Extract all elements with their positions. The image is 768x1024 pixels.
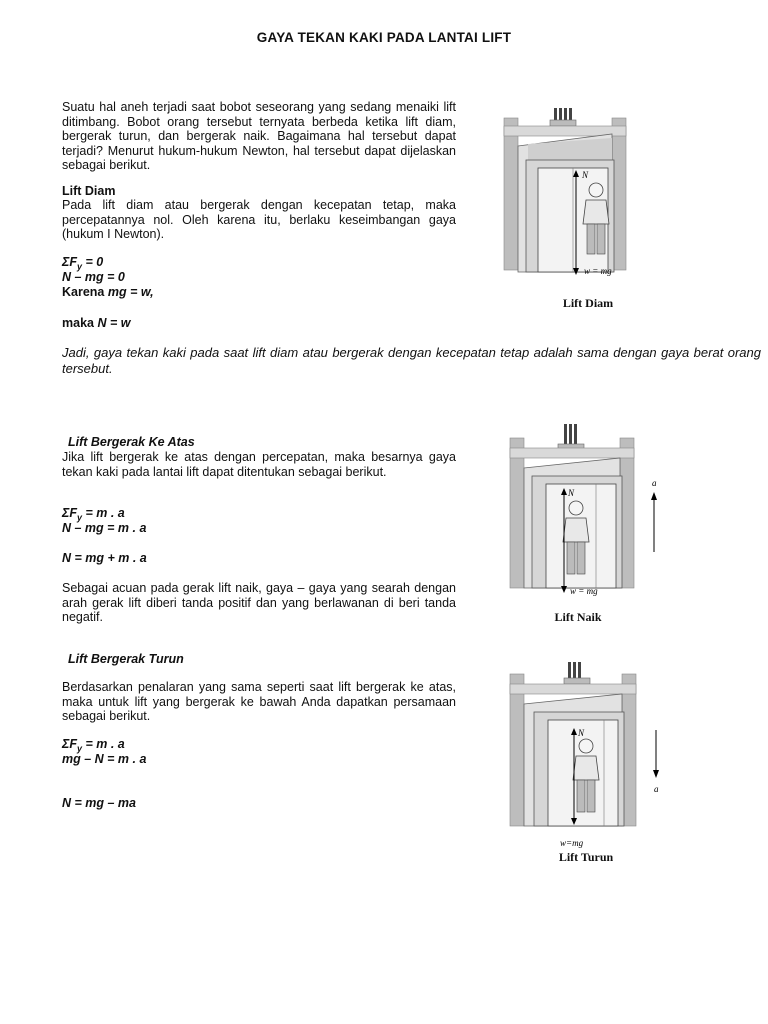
heading-lift-diam: Lift Diam [62, 184, 116, 198]
eq-diam-2: N – mg = 0 [62, 270, 125, 284]
eq-diam-3: Karena mg = w, [62, 285, 154, 299]
eq-turun-3: N = mg – ma [62, 796, 136, 810]
heading-lift-atas: Lift Bergerak Ke Atas [68, 435, 195, 449]
lift-diam-text: Pada lift diam atau bergerak dengan kecepatan tetap, maka percepatannya nol. Oleh karena itu, berlaku keseimbangan gaya (hukum I Newton). [62, 198, 456, 241]
caption-lift-diam: Lift Diam [562, 296, 614, 310]
lift-atas-note: Sebagai acuan pada gerak lift naik, gaya – gaya yang searah dengan arah gerak lift diberi tanda positif dan yang berlawanan di beri tanda negatif. [62, 581, 456, 624]
conclusion-diam: Jadi, gaya tekan kaki pada saat lift diam atau bergerak dengan kecepatan tetap adalah sama dengan gaya berat orang tersebut. [62, 345, 761, 376]
label-w-naik: w = mg [570, 586, 598, 596]
lift-turun-figure [506, 658, 676, 848]
label-a-turun: a [654, 784, 659, 794]
eq-turun-1: $\Sigma F_y = m$ . a [62, 737, 125, 754]
eq-atas-3: N = mg + m . a [62, 551, 147, 565]
intro-paragraph: Suatu hal aneh terjadi saat bobot seseorang yang sedang menaiki lift ditimbang. Bobot orang tersebut ternyata berbeda ketika lift diam, bergerak turun, dan bergerak naik. Bagaimana hal tersebut dapat terjadi? Menurut hukum-hukum Newton, hal tersebut dapat dijelaskan sebagai berikut. [62, 100, 456, 172]
lift-diam-figure [498, 104, 632, 284]
label-w-turun: w=mg [560, 838, 584, 848]
heading-lift-turun: Lift Bergerak Turun [68, 652, 184, 666]
caption-lift-naik: Lift Naik [554, 610, 602, 624]
eq-diam-4: maka N = w [62, 316, 131, 330]
eq-atas-1: $\Sigma F_y = m$ . a [62, 506, 125, 523]
lift-turun-text: Berdasarkan penalaran yang sama seperti saat lift bergerak ke atas, maka untuk lift yang bergerak ke bawah Anda dapatkan persamaan sebagai berikut. [62, 680, 456, 723]
eq-diam-1: $\Sigma F_y = 0$ [62, 255, 104, 272]
label-w-diam: w = mg [584, 266, 612, 276]
lift-naik-figure [500, 420, 670, 606]
eq-atas-2: N – mg = m . a [62, 521, 147, 535]
label-a-naik: a [652, 478, 657, 488]
label-n-naik: N [568, 488, 575, 498]
caption-lift-turun: Lift Turun [558, 850, 614, 864]
label-n-turun: N [578, 728, 585, 738]
eq-turun-2: mg – N = m . a [62, 752, 147, 766]
page-title: GAYA TEKAN KAKI PADA LANTAI LIFT [256, 30, 512, 45]
lift-atas-text: Jika lift bergerak ke atas dengan percepatan, maka besarnya gaya tekan kaki pada lantai lift dapat ditentukan sebagai berikut. [62, 450, 456, 479]
label-n-diam: N [582, 170, 589, 180]
